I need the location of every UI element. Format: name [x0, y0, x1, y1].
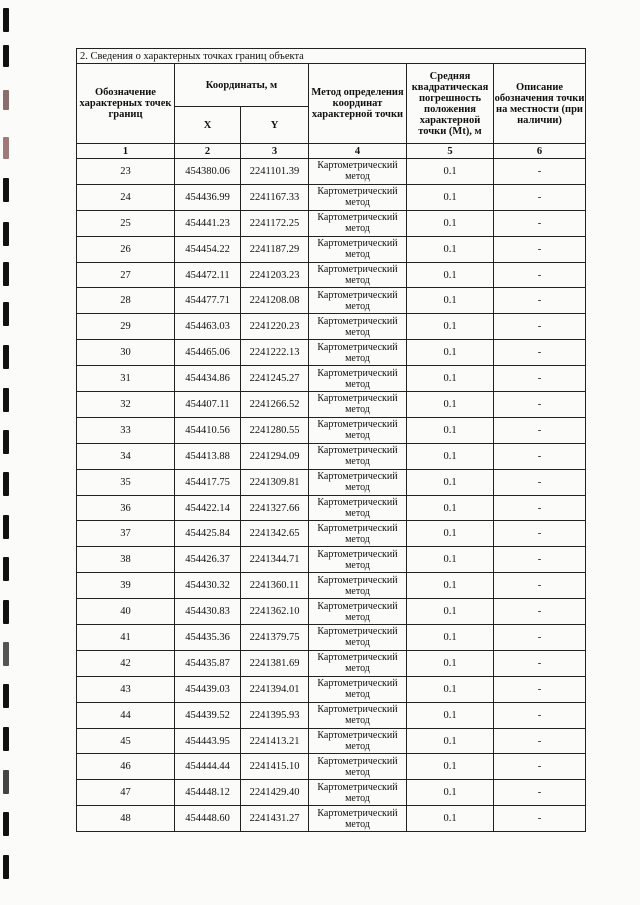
error-cell: 0.1	[407, 625, 494, 651]
error-cell: 0.1	[407, 780, 494, 806]
method-cell: Картометрический метод	[309, 417, 407, 443]
header-x: X	[175, 107, 241, 144]
header-coordinates: Координаты, м	[175, 64, 309, 107]
error-cell: 0.1	[407, 340, 494, 366]
table-row	[77, 262, 586, 288]
point-cell: 23	[77, 159, 175, 185]
table-row	[77, 676, 586, 702]
description-cell: -	[494, 521, 586, 547]
method-cell: Картометрический метод	[309, 392, 407, 418]
table-row	[77, 340, 586, 366]
x-coordinate-cell: 454417.75	[175, 469, 241, 495]
method-cell: Картометрический метод	[309, 210, 407, 236]
column-number: 2	[175, 144, 241, 159]
header-y: Y	[241, 107, 309, 144]
method-cell: Картометрический метод	[309, 754, 407, 780]
method-cell: Картометрический метод	[309, 806, 407, 832]
description-cell: -	[494, 599, 586, 625]
error-cell: 0.1	[407, 754, 494, 780]
point-cell: 42	[77, 650, 175, 676]
table-row	[77, 625, 586, 651]
description-cell: -	[494, 159, 586, 185]
point-cell: 30	[77, 340, 175, 366]
table-row	[77, 314, 586, 340]
point-cell: 36	[77, 495, 175, 521]
description-cell: -	[494, 340, 586, 366]
method-cell: Картометрический метод	[309, 599, 407, 625]
table-row	[77, 754, 586, 780]
table-row	[77, 159, 586, 185]
y-coordinate-cell: 2241167.33	[241, 184, 309, 210]
method-cell: Картометрический метод	[309, 159, 407, 185]
x-coordinate-cell: 454430.83	[175, 599, 241, 625]
x-coordinate-cell: 454435.87	[175, 650, 241, 676]
method-cell: Картометрический метод	[309, 521, 407, 547]
y-coordinate-cell: 2241266.52	[241, 392, 309, 418]
column-number: 6	[494, 144, 586, 159]
table-row	[77, 547, 586, 573]
description-cell: -	[494, 236, 586, 262]
error-cell: 0.1	[407, 650, 494, 676]
x-coordinate-cell: 454439.03	[175, 676, 241, 702]
header-point: Обозначение характерных точек границ	[77, 64, 175, 144]
table-row	[77, 573, 586, 599]
point-cell: 24	[77, 184, 175, 210]
description-cell: -	[494, 728, 586, 754]
error-cell: 0.1	[407, 392, 494, 418]
description-cell: -	[494, 469, 586, 495]
table-row	[77, 443, 586, 469]
error-cell: 0.1	[407, 573, 494, 599]
description-cell: -	[494, 210, 586, 236]
description-cell: -	[494, 625, 586, 651]
x-coordinate-cell: 454425.84	[175, 521, 241, 547]
x-coordinate-cell: 454439.52	[175, 702, 241, 728]
x-coordinate-cell: 454436.99	[175, 184, 241, 210]
table-row	[77, 495, 586, 521]
y-coordinate-cell: 2241280.55	[241, 417, 309, 443]
y-coordinate-cell: 2241208.08	[241, 288, 309, 314]
table-row	[77, 521, 586, 547]
table-row	[77, 599, 586, 625]
error-cell: 0.1	[407, 599, 494, 625]
description-cell: -	[494, 392, 586, 418]
table-row	[77, 702, 586, 728]
x-coordinate-cell: 454441.23	[175, 210, 241, 236]
y-coordinate-cell: 2241429.40	[241, 780, 309, 806]
point-cell: 39	[77, 573, 175, 599]
error-cell: 0.1	[407, 702, 494, 728]
table-row	[77, 392, 586, 418]
column-numbers-row	[77, 144, 586, 159]
y-coordinate-cell: 2241381.69	[241, 650, 309, 676]
x-coordinate-cell: 454443.95	[175, 728, 241, 754]
error-cell: 0.1	[407, 469, 494, 495]
description-cell: -	[494, 495, 586, 521]
y-coordinate-cell: 2241342.65	[241, 521, 309, 547]
table-row	[77, 780, 586, 806]
error-cell: 0.1	[407, 676, 494, 702]
point-cell: 46	[77, 754, 175, 780]
y-coordinate-cell: 2241379.75	[241, 625, 309, 651]
column-number: 3	[241, 144, 309, 159]
description-cell: -	[494, 650, 586, 676]
x-coordinate-cell: 454413.88	[175, 443, 241, 469]
x-coordinate-cell: 454426.37	[175, 547, 241, 573]
y-coordinate-cell: 2241344.71	[241, 547, 309, 573]
boundary-points-table	[76, 48, 586, 832]
point-cell: 32	[77, 392, 175, 418]
y-coordinate-cell: 2241101.39	[241, 159, 309, 185]
description-cell: -	[494, 702, 586, 728]
point-cell: 47	[77, 780, 175, 806]
description-cell: -	[494, 443, 586, 469]
y-coordinate-cell: 2241172.25	[241, 210, 309, 236]
error-cell: 0.1	[407, 728, 494, 754]
error-cell: 0.1	[407, 806, 494, 832]
table-body	[77, 159, 586, 832]
method-cell: Картометрический метод	[309, 184, 407, 210]
method-cell: Картометрический метод	[309, 676, 407, 702]
point-cell: 35	[77, 469, 175, 495]
point-cell: 45	[77, 728, 175, 754]
description-cell: -	[494, 288, 586, 314]
error-cell: 0.1	[407, 236, 494, 262]
header-error: Средняя квадратическая погрешность положения характерной точки (Mt), м	[407, 64, 494, 144]
y-coordinate-cell: 2241394.01	[241, 676, 309, 702]
error-cell: 0.1	[407, 159, 494, 185]
point-cell: 25	[77, 210, 175, 236]
x-coordinate-cell: 454477.71	[175, 288, 241, 314]
y-coordinate-cell: 2241431.27	[241, 806, 309, 832]
x-coordinate-cell: 454410.56	[175, 417, 241, 443]
table-row	[77, 806, 586, 832]
point-cell: 33	[77, 417, 175, 443]
column-number: 4	[309, 144, 407, 159]
error-cell: 0.1	[407, 262, 494, 288]
x-coordinate-cell: 454435.36	[175, 625, 241, 651]
error-cell: 0.1	[407, 184, 494, 210]
y-coordinate-cell: 2241245.27	[241, 366, 309, 392]
table-row	[77, 366, 586, 392]
y-coordinate-cell: 2241415.10	[241, 754, 309, 780]
point-cell: 40	[77, 599, 175, 625]
description-cell: -	[494, 184, 586, 210]
column-number: 5	[407, 144, 494, 159]
error-cell: 0.1	[407, 521, 494, 547]
point-cell: 26	[77, 236, 175, 262]
y-coordinate-cell: 2241309.81	[241, 469, 309, 495]
table-row	[77, 288, 586, 314]
error-cell: 0.1	[407, 288, 494, 314]
point-cell: 34	[77, 443, 175, 469]
point-cell: 41	[77, 625, 175, 651]
method-cell: Картометрический метод	[309, 573, 407, 599]
method-cell: Картометрический метод	[309, 236, 407, 262]
y-coordinate-cell: 2241294.09	[241, 443, 309, 469]
y-coordinate-cell: 2241220.23	[241, 314, 309, 340]
x-coordinate-cell: 454465.06	[175, 340, 241, 366]
method-cell: Картометрический метод	[309, 728, 407, 754]
table-title: 2. Сведения о характерных точках границ объекта	[77, 49, 586, 64]
header-description: Описание обозначения точки на местности (при наличии)	[494, 64, 586, 144]
method-cell: Картометрический метод	[309, 314, 407, 340]
error-cell: 0.1	[407, 547, 494, 573]
y-coordinate-cell: 2241413.21	[241, 728, 309, 754]
x-coordinate-cell: 454430.32	[175, 573, 241, 599]
x-coordinate-cell: 454434.86	[175, 366, 241, 392]
y-coordinate-cell: 2241360.11	[241, 573, 309, 599]
error-cell: 0.1	[407, 210, 494, 236]
error-cell: 0.1	[407, 366, 494, 392]
y-coordinate-cell: 2241362.10	[241, 599, 309, 625]
method-cell: Картометрический метод	[309, 443, 407, 469]
x-coordinate-cell: 454454.22	[175, 236, 241, 262]
point-cell: 38	[77, 547, 175, 573]
method-cell: Картометрический метод	[309, 547, 407, 573]
description-cell: -	[494, 780, 586, 806]
error-cell: 0.1	[407, 314, 494, 340]
method-cell: Картометрический метод	[309, 469, 407, 495]
y-coordinate-cell: 2241327.66	[241, 495, 309, 521]
header-method: Метод определения координат характерной точки	[309, 64, 407, 144]
point-cell: 48	[77, 806, 175, 832]
table-row	[77, 210, 586, 236]
description-cell: -	[494, 806, 586, 832]
description-cell: -	[494, 262, 586, 288]
description-cell: -	[494, 314, 586, 340]
table-row	[77, 236, 586, 262]
x-coordinate-cell: 454448.60	[175, 806, 241, 832]
x-coordinate-cell: 454444.44	[175, 754, 241, 780]
method-cell: Картометрический метод	[309, 340, 407, 366]
error-cell: 0.1	[407, 443, 494, 469]
table-row	[77, 650, 586, 676]
y-coordinate-cell: 2241203.23	[241, 262, 309, 288]
description-cell: -	[494, 417, 586, 443]
method-cell: Картометрический метод	[309, 625, 407, 651]
method-cell: Картометрический метод	[309, 780, 407, 806]
description-cell: -	[494, 754, 586, 780]
point-cell: 37	[77, 521, 175, 547]
point-cell: 43	[77, 676, 175, 702]
x-coordinate-cell: 454380.06	[175, 159, 241, 185]
y-coordinate-cell: 2241395.93	[241, 702, 309, 728]
x-coordinate-cell: 454463.03	[175, 314, 241, 340]
table-row	[77, 417, 586, 443]
method-cell: Картометрический метод	[309, 262, 407, 288]
method-cell: Картометрический метод	[309, 702, 407, 728]
point-cell: 29	[77, 314, 175, 340]
error-cell: 0.1	[407, 495, 494, 521]
description-cell: -	[494, 573, 586, 599]
point-cell: 44	[77, 702, 175, 728]
method-cell: Картометрический метод	[309, 288, 407, 314]
binding-holes	[0, 0, 26, 905]
point-cell: 28	[77, 288, 175, 314]
method-cell: Картометрический метод	[309, 495, 407, 521]
point-cell: 27	[77, 262, 175, 288]
point-cell: 31	[77, 366, 175, 392]
table-row	[77, 728, 586, 754]
x-coordinate-cell: 454448.12	[175, 780, 241, 806]
method-cell: Картометрический метод	[309, 366, 407, 392]
error-cell: 0.1	[407, 417, 494, 443]
description-cell: -	[494, 366, 586, 392]
x-coordinate-cell: 454422.14	[175, 495, 241, 521]
method-cell: Картометрический метод	[309, 650, 407, 676]
x-coordinate-cell: 454407.11	[175, 392, 241, 418]
x-coordinate-cell: 454472.11	[175, 262, 241, 288]
table-row	[77, 469, 586, 495]
description-cell: -	[494, 547, 586, 573]
column-number: 1	[77, 144, 175, 159]
y-coordinate-cell: 2241222.13	[241, 340, 309, 366]
y-coordinate-cell: 2241187.29	[241, 236, 309, 262]
description-cell: -	[494, 676, 586, 702]
table-row	[77, 184, 586, 210]
